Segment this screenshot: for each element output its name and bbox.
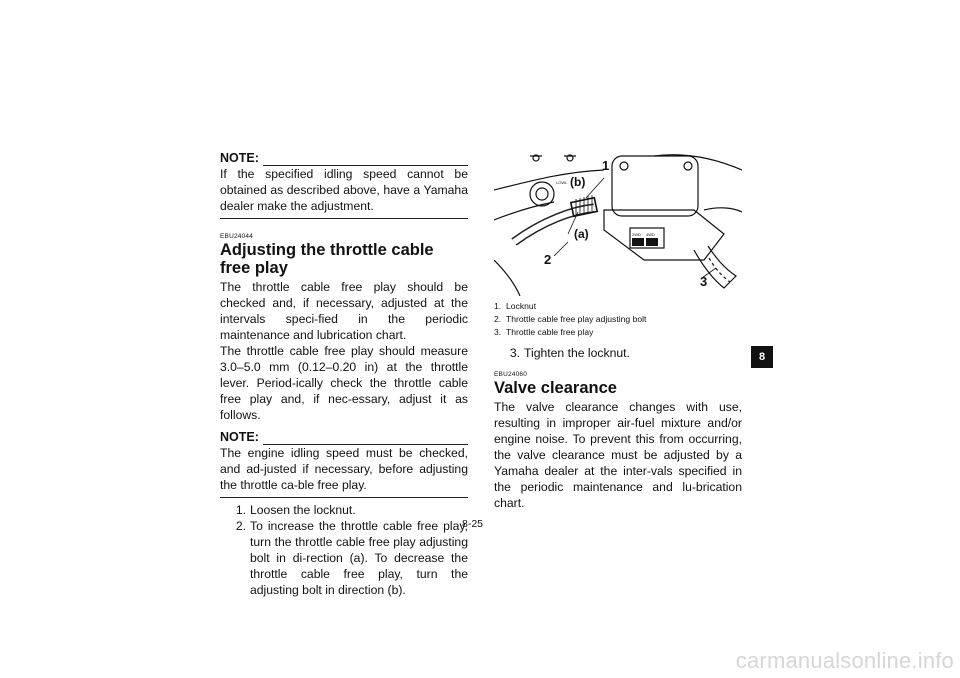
note-label: NOTE:: [220, 430, 259, 444]
step-number: 1.: [235, 503, 246, 517]
callout-a: (a): [574, 227, 589, 241]
note-end-rule: [220, 218, 468, 219]
throttle-lever-illustration: [494, 150, 742, 296]
section-code: EBU24044: [220, 233, 254, 240]
section-code: EBU24060: [494, 371, 528, 378]
2wd-mark: 2WD: [632, 232, 641, 237]
caption-item: [494, 300, 742, 313]
step-text: Loosen the locknut.: [250, 503, 356, 517]
bracket-outline: [494, 260, 520, 296]
page-number: 8-25: [462, 518, 484, 530]
caption-number: 1.: [494, 301, 502, 311]
screw-icon: [620, 162, 628, 170]
sight-glass-inner: [536, 188, 548, 200]
step-number: 3.: [509, 346, 520, 360]
callout-2: 2: [544, 252, 552, 267]
chapter-tab: 8: [751, 346, 773, 368]
callout-b: (b): [570, 175, 586, 189]
note-text: If the specified idling speed cannot be obtained as described above, have a Yamaha dealer make the adjustment.: [220, 167, 468, 213]
step-item: [500, 345, 742, 361]
right-column: [494, 300, 742, 511]
note-label: NOTE:: [220, 151, 259, 165]
body-paragraph: The throttle cable free play should be checked and, if necessary, adjusted at the intervals speci-fied in the periodic maintenance and lubrication chart.: [220, 280, 468, 342]
note-end-rule: [220, 497, 468, 498]
note-rule: [263, 155, 468, 166]
body-paragraph: The throttle cable free play should measure 3.0–5.0 mm (0.12–0.20 in) at the throttle lever. Period-ically check the throttle cable free play and, if nec-essary, adjust it as follows.: [220, 344, 468, 422]
callout-1: 1: [602, 158, 610, 173]
section-heading: Valve clearance: [494, 379, 617, 397]
switch-knob: [646, 238, 658, 246]
step-text: Tighten the locknut.: [524, 346, 630, 360]
sight-glass: [530, 182, 554, 206]
step-item: [226, 518, 468, 598]
figure-caption: [494, 300, 742, 339]
switch-knob: [632, 238, 644, 246]
section-heading: Adjusting the throttle cable free play: [220, 241, 434, 277]
leader-line: [586, 178, 604, 198]
body-paragraph: The valve clearance changes with use, resulting in improper air-fuel mixture and/or engine noise. To prevent this from occurring, the valve clearance must be adjusted by a Yamaha dealer at the inter-vals specified in the periodic maintenance and lu-brication chart.: [494, 400, 742, 510]
note-header: [220, 429, 468, 445]
lowl-mark: LOWL: [556, 180, 568, 185]
left-column: [220, 150, 468, 598]
caption-number: 2.: [494, 314, 502, 324]
step-number: 2.: [235, 519, 246, 533]
note-rule: [263, 434, 468, 445]
step-text: To increase the throttle cable free play, turn the throttle cable free play adjusting bolt in di-rection (a). To decrease the throttle cable free play, turn the adjusting bolt in direction (b).: [250, 519, 468, 597]
grip-outline: [704, 208, 742, 212]
note-text: The engine idling speed must be checked, and ad-justed if necessary, before adjusting the throttle ca-ble free play.: [220, 446, 468, 492]
caption-number: 3.: [494, 327, 502, 337]
watermark-text: carmanualsonline.info: [735, 648, 954, 673]
caption-text: Throttle cable free play: [506, 327, 594, 337]
reservoir-cover: [612, 156, 698, 216]
caption-item: [494, 313, 742, 326]
note-header: [220, 150, 468, 166]
callout-3: 3: [700, 274, 708, 289]
leader-line: [554, 242, 568, 256]
screw-icon: [684, 162, 692, 170]
step-list: [500, 345, 742, 361]
handlebar-outline: [494, 202, 554, 220]
caption-text: Locknut: [506, 301, 537, 311]
step-list: [226, 502, 468, 598]
step-item: [226, 502, 468, 518]
4wd-mark: 4WD: [646, 232, 655, 237]
caption-text: Throttle cable free play adjusting bolt: [506, 314, 647, 324]
handlebar-outline: [494, 170, 604, 190]
caption-item: [494, 326, 742, 339]
